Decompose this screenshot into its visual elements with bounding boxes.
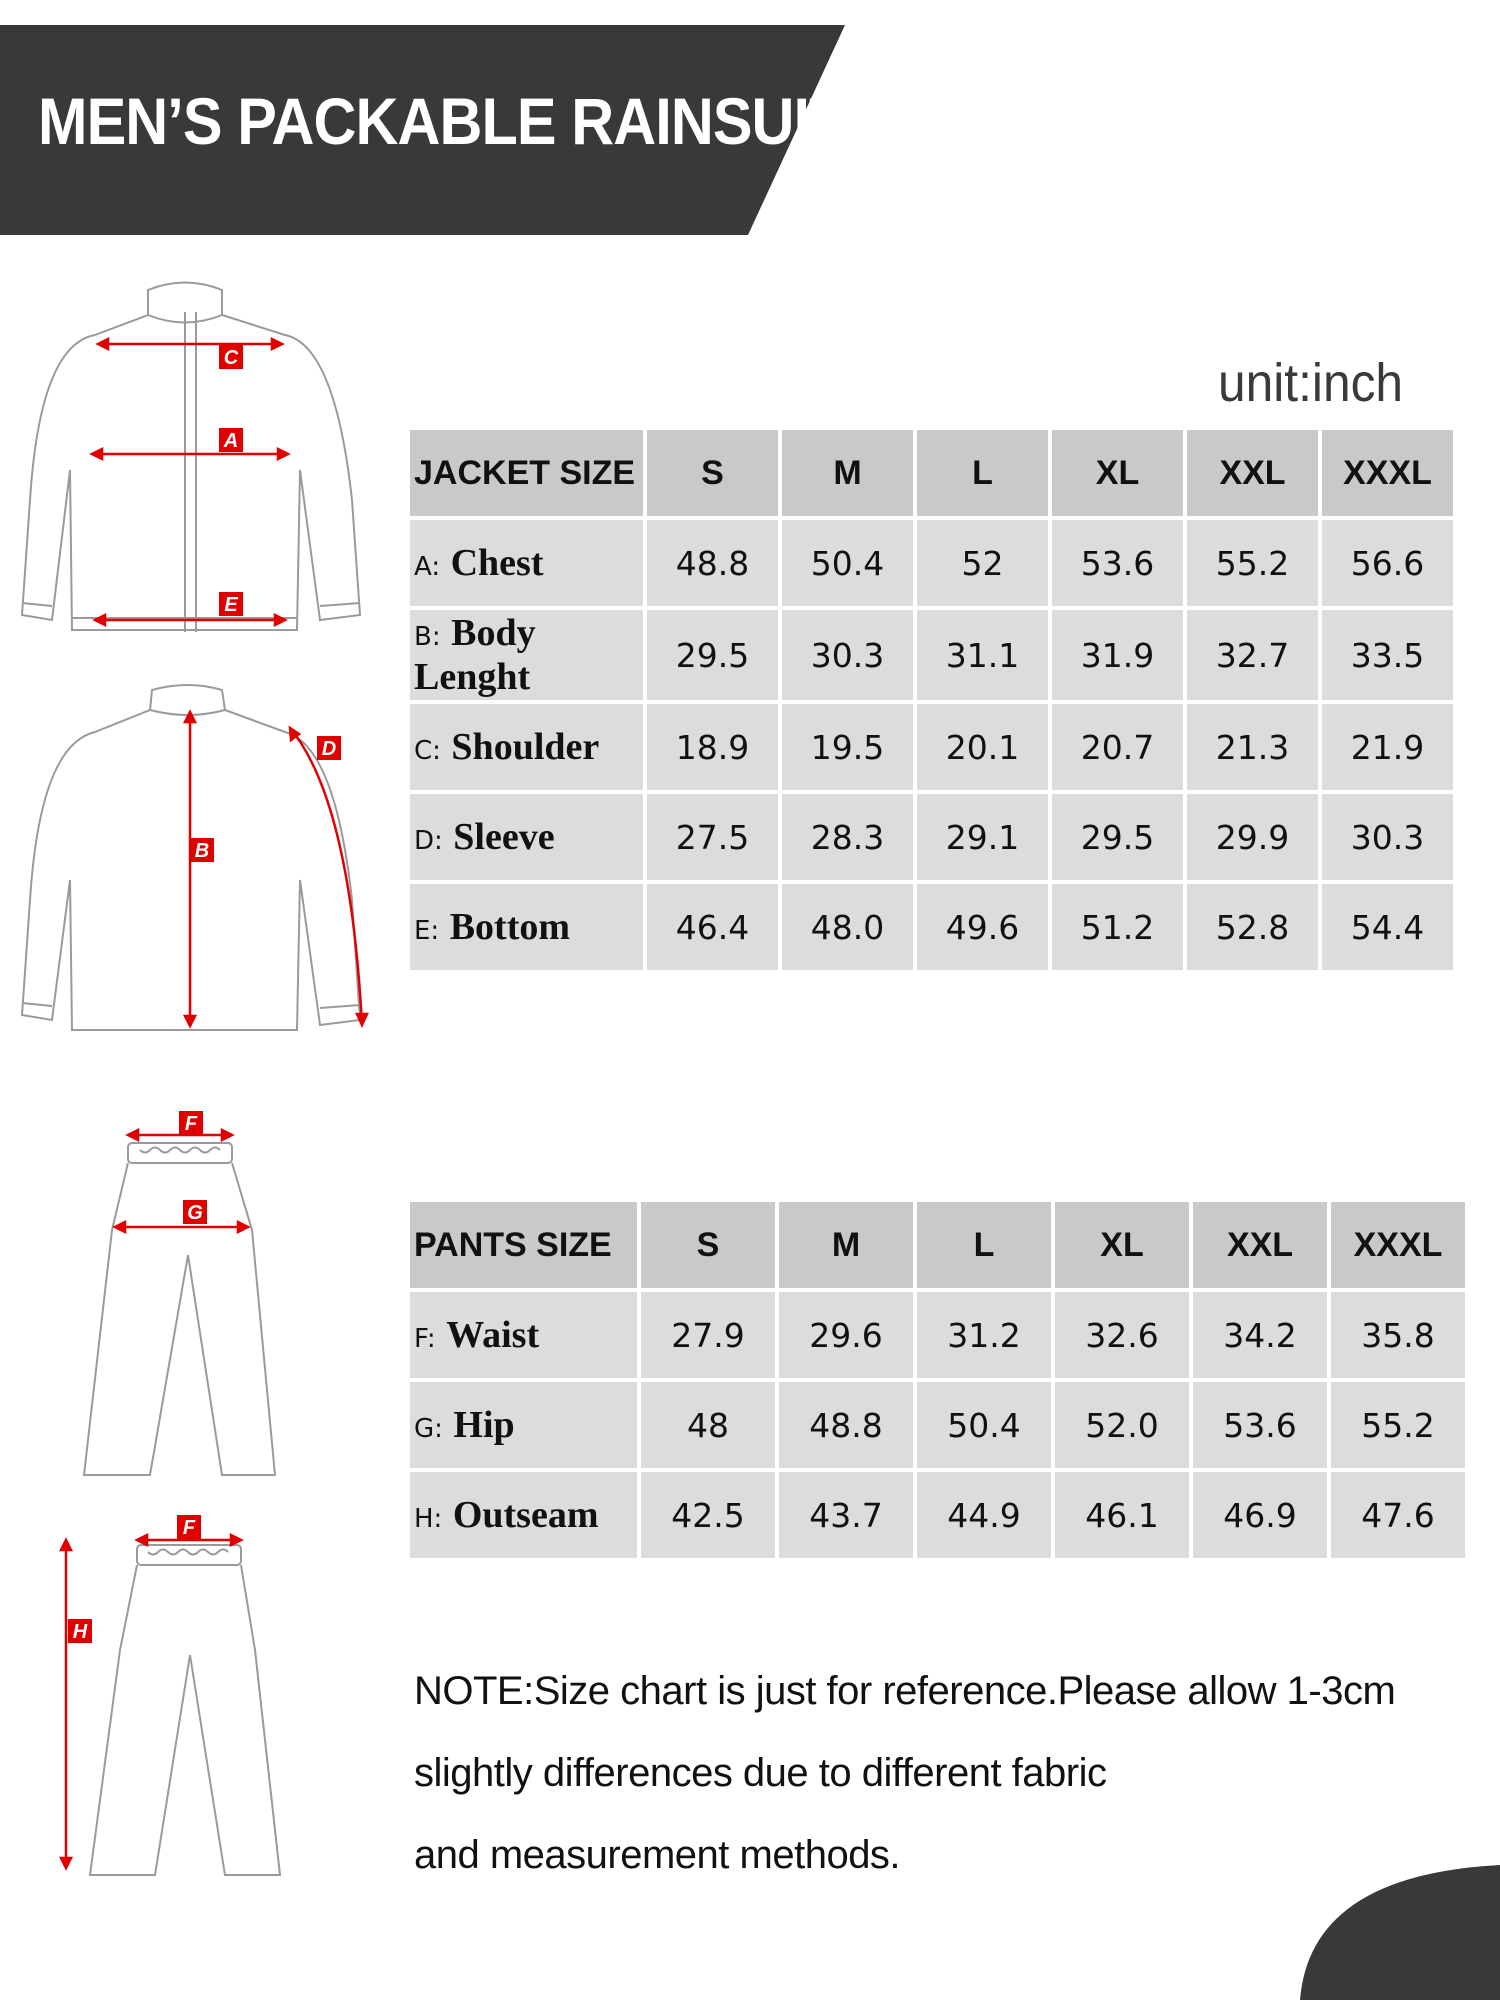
header-cell: XXXL — [1331, 1202, 1465, 1288]
table-cell: 31.2 — [917, 1292, 1051, 1378]
row-name: Waist — [446, 1314, 540, 1356]
row-label — [410, 520, 643, 606]
label-b: B — [194, 840, 210, 862]
row-letter: D: — [414, 826, 443, 856]
table-cell: 29.5 — [647, 610, 778, 700]
corner-decoration — [1300, 1855, 1500, 2000]
row-letter: B: — [414, 622, 441, 652]
table-cell: 29.1 — [917, 794, 1048, 880]
table-cell: 50.4 — [782, 520, 913, 606]
row-name: Shoulder — [451, 726, 600, 768]
row-letter: C: — [414, 736, 441, 766]
table-cell: 20.1 — [917, 704, 1048, 790]
table-cell: 46.1 — [1055, 1472, 1189, 1558]
table-cell: 44.9 — [917, 1472, 1051, 1558]
table-cell: 27.9 — [641, 1292, 775, 1378]
label-d: D — [321, 738, 337, 760]
table-cell: 29.6 — [779, 1292, 913, 1378]
header-cell: S — [641, 1202, 775, 1288]
row-label — [410, 704, 643, 790]
unit-label: unit:inch — [1218, 353, 1404, 413]
table-cell: 54.4 — [1322, 884, 1453, 970]
table-cell: 18.9 — [647, 704, 778, 790]
jacket-size-table — [406, 426, 1457, 974]
header-cell: PANTS SIZE — [410, 1202, 637, 1288]
row-letter: G: — [414, 1414, 443, 1444]
page-title: MEN’S PACKABLE RAINSUITS — [38, 84, 884, 158]
table-cell: 34.2 — [1193, 1292, 1327, 1378]
table-row — [410, 1292, 1465, 1378]
header-cell: XL — [1052, 430, 1183, 516]
table-row — [410, 794, 1453, 880]
label-e: E — [224, 594, 238, 616]
table-cell: 47.6 — [1331, 1472, 1465, 1558]
row-name: Outseam — [452, 1494, 599, 1536]
table-cell: 31.9 — [1052, 610, 1183, 700]
pants-side-diagram — [0, 1505, 300, 1890]
table-cell: 27.5 — [647, 794, 778, 880]
table-cell: 21.9 — [1322, 704, 1453, 790]
row-label — [410, 884, 643, 970]
row-name: Hip — [453, 1404, 515, 1446]
table-row — [410, 520, 1453, 606]
row-letter: H: — [414, 1504, 443, 1534]
row-label — [410, 794, 643, 880]
table-row — [410, 884, 1453, 970]
table-cell: 50.4 — [917, 1382, 1051, 1468]
table-cell: 55.2 — [1331, 1382, 1465, 1468]
label-h: H — [72, 1621, 88, 1643]
table-cell: 30.3 — [782, 610, 913, 700]
note-line: and measurement methods. — [414, 1833, 901, 1877]
table-cell: 51.2 — [1052, 884, 1183, 970]
table-header-row — [410, 430, 1453, 516]
table-cell: 56.6 — [1322, 520, 1453, 606]
header-cell: JACKET SIZE — [410, 430, 643, 516]
table-cell: 52 — [917, 520, 1048, 606]
table-row — [410, 1382, 1465, 1468]
table-cell: 30.3 — [1322, 794, 1453, 880]
table-row — [410, 704, 1453, 790]
table-cell: 42.5 — [641, 1472, 775, 1558]
row-label — [410, 610, 643, 700]
note-line: slightly differences due to different fabric — [414, 1751, 1107, 1795]
header-cell: L — [917, 430, 1048, 516]
table-cell: 48.0 — [782, 884, 913, 970]
note-line: NOTE:Size chart is just for reference.Please allow 1-3cm — [414, 1669, 1396, 1713]
table-cell: 35.8 — [1331, 1292, 1465, 1378]
pants-front-diagram — [0, 1105, 300, 1490]
row-label — [410, 1292, 637, 1378]
label-f-1: F — [184, 1113, 198, 1135]
label-c: C — [223, 347, 239, 369]
label-a: A — [223, 430, 239, 452]
row-label — [410, 1382, 637, 1468]
header-cell: XXXL — [1322, 430, 1453, 516]
table-cell: 21.3 — [1187, 704, 1318, 790]
header-cell: S — [647, 430, 778, 516]
label-f-2: F — [182, 1517, 196, 1539]
table-cell: 32.7 — [1187, 610, 1318, 700]
table-cell: 48.8 — [647, 520, 778, 606]
table-cell: 32.6 — [1055, 1292, 1189, 1378]
row-letter: A: — [414, 552, 441, 582]
table-cell: 33.5 — [1322, 610, 1453, 700]
table-row — [410, 610, 1453, 700]
row-letter: E: — [414, 916, 440, 946]
row-name: Bottom — [449, 906, 570, 948]
table-cell: 19.5 — [782, 704, 913, 790]
jacket-front-diagram — [0, 270, 370, 650]
table-cell: 46.9 — [1193, 1472, 1327, 1558]
header-cell: M — [782, 430, 913, 516]
header-cell: XL — [1055, 1202, 1189, 1288]
row-letter: F: — [414, 1324, 436, 1354]
table-cell: 48.8 — [779, 1382, 913, 1468]
header-cell: XXL — [1193, 1202, 1327, 1288]
table-row — [410, 1472, 1465, 1558]
table-cell: 29.5 — [1052, 794, 1183, 880]
table-cell: 52.0 — [1055, 1382, 1189, 1468]
jacket-back-diagram — [0, 670, 380, 1040]
row-name: Chest — [450, 542, 544, 584]
label-g: G — [187, 1202, 203, 1224]
table-cell: 48 — [641, 1382, 775, 1468]
table-cell: 53.6 — [1052, 520, 1183, 606]
table-cell: 20.7 — [1052, 704, 1183, 790]
table-cell: 43.7 — [779, 1472, 913, 1558]
header-cell: M — [779, 1202, 913, 1288]
row-name: Body Lenght — [414, 612, 536, 698]
table-cell: 52.8 — [1187, 884, 1318, 970]
table-header-row — [410, 1202, 1465, 1288]
pants-size-table — [406, 1198, 1469, 1562]
row-label — [410, 1472, 637, 1558]
table-cell: 55.2 — [1187, 520, 1318, 606]
header-cell: XXL — [1187, 430, 1318, 516]
table-cell: 53.6 — [1193, 1382, 1327, 1468]
row-name: Sleeve — [453, 816, 555, 858]
table-cell: 46.4 — [647, 884, 778, 970]
table-cell: 28.3 — [782, 794, 913, 880]
table-cell: 49.6 — [917, 884, 1048, 970]
header-cell: L — [917, 1202, 1051, 1288]
table-cell: 29.9 — [1187, 794, 1318, 880]
table-cell: 31.1 — [917, 610, 1048, 700]
